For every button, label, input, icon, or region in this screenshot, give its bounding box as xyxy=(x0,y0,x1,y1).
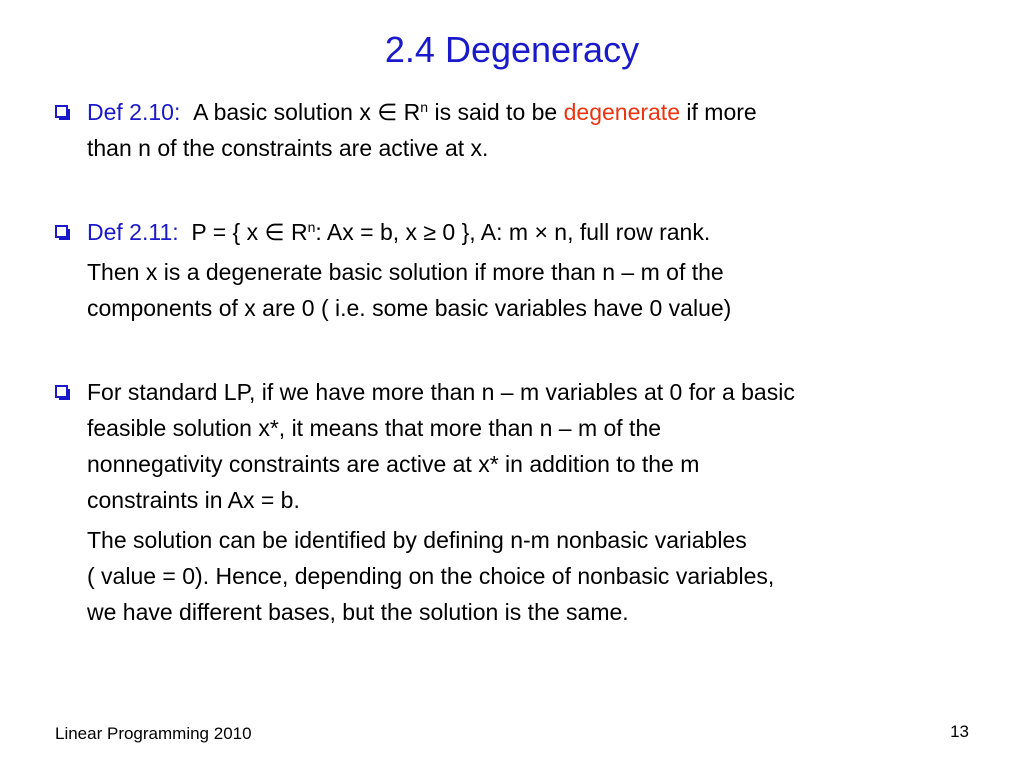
footer-text: Linear Programming 2010 xyxy=(55,724,252,743)
def-2-11-line3: components of x are 0 ( i.e. some basic variables have 0 value) xyxy=(87,295,732,321)
times-symbol: × xyxy=(534,219,548,245)
paragraph-line: The solution can be identified by defining n-m nonbasic variables xyxy=(87,527,747,553)
def-text: : Ax = b, x xyxy=(315,219,424,245)
bullet-def-2-11 xyxy=(55,214,985,250)
highlight-term: degenerate xyxy=(563,99,680,125)
paragraph-line: For standard LP, if we have more than n – m variables at 0 for a basic xyxy=(87,379,795,405)
geq-symbol: ≥ xyxy=(423,219,437,245)
def-text: 0 }, A: m xyxy=(436,219,535,245)
bullet-def-2-10 xyxy=(55,94,985,130)
superscript: n xyxy=(307,219,316,235)
checkbox-bullet-icon xyxy=(55,385,68,398)
checkbox-bullet-icon xyxy=(55,225,68,238)
def-2-10-line2: than n of the constraints are active at x. xyxy=(87,135,489,161)
def-text: R xyxy=(284,219,308,245)
def-text: P = { x xyxy=(191,219,265,245)
element-of-symbol: ∈ xyxy=(377,99,398,125)
checkbox-bullet-icon xyxy=(55,105,68,118)
slide-title: 2.4 Degeneracy xyxy=(384,29,640,70)
def-label: Def 2.11: xyxy=(87,219,179,245)
def-label: Def 2.10: xyxy=(87,99,181,125)
def-text: R xyxy=(397,99,421,125)
paragraph-line: nonnegativity constraints are active at x* in addition to the m xyxy=(87,451,700,477)
superscript: n xyxy=(420,99,429,115)
def-text: is said to be xyxy=(428,99,564,125)
bullet-standard-lp xyxy=(55,374,985,410)
def-text: A basic solution x xyxy=(193,99,378,125)
def-text: if more xyxy=(680,99,757,125)
def-2-11-line2: Then x is a degenerate basic solution if more than n – m of the xyxy=(87,259,724,285)
paragraph-line: we have different bases, but the solution is the same. xyxy=(87,599,629,625)
def-text: n, full row rank. xyxy=(547,219,711,245)
paragraph-line: constraints in Ax = b. xyxy=(87,487,300,513)
paragraph-line: feasible solution x*, it means that more than n – m of the xyxy=(87,415,662,441)
element-of-symbol: ∈ xyxy=(264,219,285,245)
page-number: 13 xyxy=(950,722,969,741)
slide-body xyxy=(55,94,985,630)
paragraph-line: ( value = 0). Hence, depending on the choice of nonbasic variables, xyxy=(87,563,775,589)
